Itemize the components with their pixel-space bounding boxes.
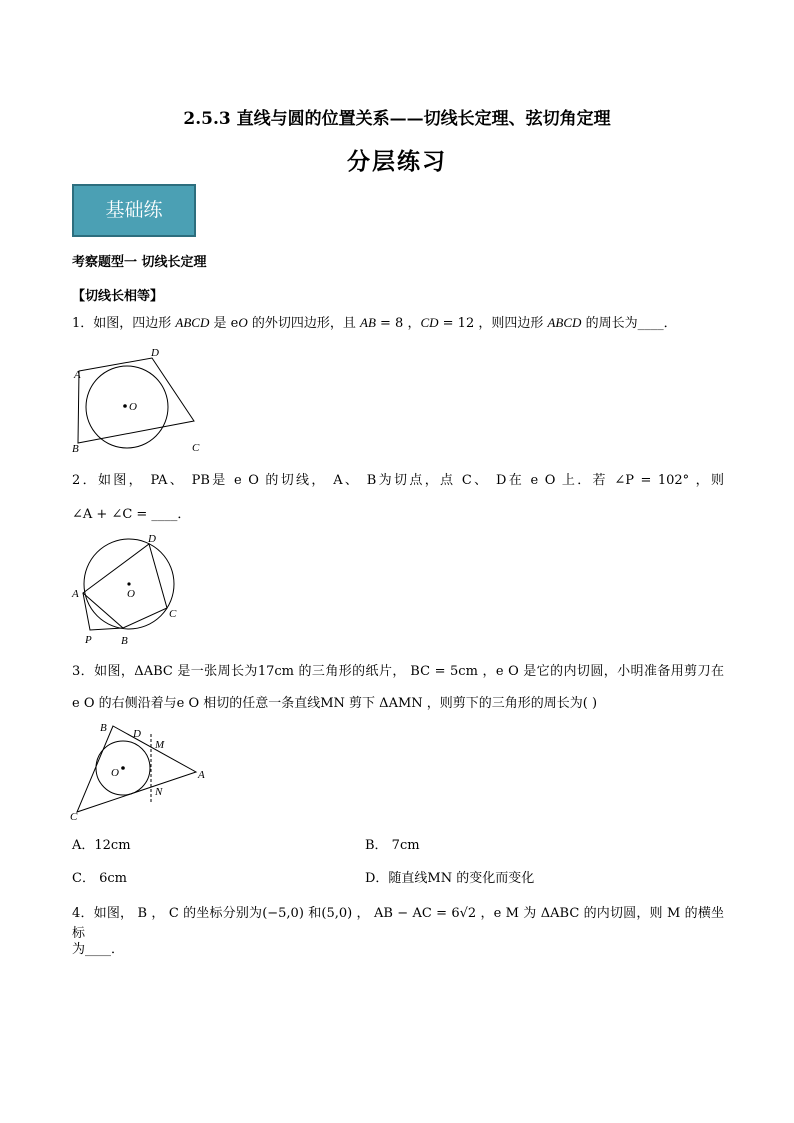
inscribed-circle bbox=[86, 366, 168, 448]
label-d: D bbox=[133, 728, 141, 740]
section-title: 考察题型一 切线长定理 bbox=[72, 255, 207, 270]
figure-2-circle-tangents bbox=[68, 533, 188, 648]
label-o: O bbox=[127, 588, 135, 600]
math-var: ABCD bbox=[547, 315, 582, 330]
option-b[interactable]: B． 7cm bbox=[365, 838, 420, 853]
section-badge: 基础练 bbox=[72, 184, 196, 237]
text-run: 的外切四边形，且 bbox=[247, 316, 360, 331]
subsection-title: 【切线长相等】 bbox=[72, 289, 164, 304]
label-a: A bbox=[198, 769, 205, 781]
text-run: = 12 ，则四边形 bbox=[438, 316, 548, 331]
math-var: AB bbox=[360, 315, 376, 330]
math-var: ABCD bbox=[175, 315, 210, 330]
label-a: A bbox=[74, 369, 81, 381]
option-c[interactable]: C． 6cm bbox=[72, 871, 127, 886]
question-2-line-2: ∠A + ∠C = ____． bbox=[72, 507, 191, 522]
option-a[interactable]: A．12cm bbox=[72, 838, 131, 853]
label-c: C bbox=[192, 442, 200, 454]
question-1-text bbox=[72, 313, 724, 334]
figure-3-triangle bbox=[66, 720, 216, 824]
text-run: 的周长为____． bbox=[581, 316, 677, 331]
page-subtitle: 分层练习 bbox=[347, 148, 447, 175]
center-point bbox=[121, 766, 125, 770]
label-p: P bbox=[85, 634, 92, 646]
label-m: M bbox=[155, 739, 165, 751]
math-var: CD bbox=[420, 315, 439, 330]
label-n: N bbox=[155, 786, 163, 798]
question-3-line-2: e O 的右侧沿着与e O 相切的任意一条直线MN 剪下 ΔAMN ，则剪下的三角形的周长为( ) bbox=[72, 696, 598, 711]
label-b: B bbox=[72, 443, 79, 455]
math-var: O bbox=[238, 315, 248, 330]
question-4-line-2: 为____． bbox=[72, 942, 125, 957]
center-point bbox=[123, 404, 127, 408]
text-run: 是 e bbox=[209, 316, 239, 331]
question-2-line-1: 2．如图， PA、 PB是 e O 的切线， A、 B为切点，点 C、 D在 e O 上．若 ∠P = 102° ，则 bbox=[72, 473, 724, 488]
center-point bbox=[127, 582, 130, 585]
label-d: D bbox=[148, 533, 156, 545]
inscribed-quadrilateral bbox=[83, 544, 167, 628]
text-run: 如图，四边形 bbox=[93, 316, 176, 331]
label-b: B bbox=[100, 722, 107, 734]
figure-1-quadrilateral bbox=[66, 344, 206, 456]
option-d[interactable]: D．随直线MN 的变化而变化 bbox=[365, 871, 535, 886]
question-4-line-1: 4．如图， B ， C 的坐标分别为(−5,0) 和(5,0) ， AB − AC = 6√2 ，e M 为 ΔABC 的内切圆，则 M 的横坐标 bbox=[72, 906, 724, 941]
question-number: 1． bbox=[72, 316, 94, 331]
question-3-line-1: 3．如图，ΔABC 是一张周长为17cm 的三角形的纸片， BC = 5cm ，e O 是它的内切圆，小明准备用剪刀在 bbox=[72, 664, 724, 679]
text-run: = 8 ， bbox=[375, 316, 421, 331]
label-a: A bbox=[72, 588, 79, 600]
label-d: D bbox=[151, 347, 159, 359]
label-b: B bbox=[121, 635, 128, 647]
page-title: 2.5.3 直线与圆的位置关系——切线长定理、弦切角定理 bbox=[183, 109, 611, 129]
label-o: O bbox=[129, 401, 137, 413]
label-o: O bbox=[111, 767, 119, 779]
label-c: C bbox=[70, 811, 78, 823]
label-c: C bbox=[169, 608, 177, 620]
